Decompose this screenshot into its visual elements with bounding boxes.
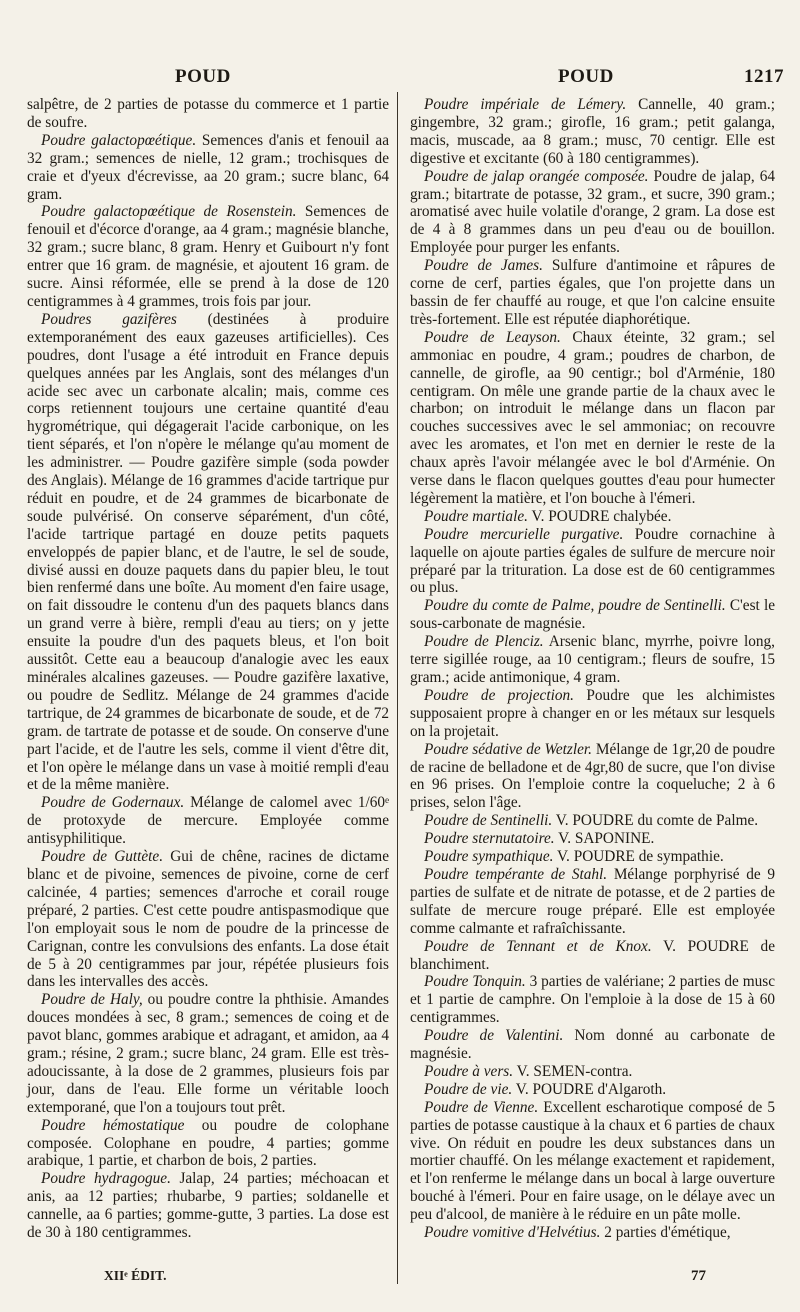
dictionary-entry: [410, 741, 775, 813]
entry-text: C'est le sous-carbonate de magnésie.: [410, 597, 775, 633]
dictionary-entry: [410, 973, 775, 1027]
dictionary-entry: [410, 633, 775, 687]
dictionary-entry: [410, 526, 775, 598]
entry-text: V. POUDRE du comte de Palme.: [552, 812, 759, 830]
entry-text: V. POUDRE de sympathie.: [553, 848, 724, 866]
entry-text: V. POUDRE chalybée.: [527, 507, 672, 525]
entry-text: Semences de fenouil et d'écorce d'orange, aa 4 gram.; magnésie blanche, 32 gram.; sucre blanc, 8 gram. Henry et Guibourt n'y font entrer que 16 gram. de magnésie, et ajoutent 16 gram. de sucre. Ainsi réformée, elle se prend à la dose de 120 centigrammes à 4 grammes, trois fois par jour.: [27, 203, 389, 310]
entry-text: Mélange de 1gr,20 de poudre de racine de belladone et de 4gr,80 de sucre, que l'on divise en 96 prises. On l'emploie contre la coqueluche; 2 à 6 prises, selon l'âge.: [410, 740, 776, 812]
entry-headword: Poudre à vers.: [424, 1062, 514, 1080]
entry-text: Cannelle, 40 gram.; gingembre, 32 gram.; girofle, 16 gram.; petit galanga, macis, muscade, aa 8 gram.; musc, 70 centigr. Elle est digestive et excitante (60 à 180 centigrammes).: [410, 96, 776, 167]
entry-headword: Poudre sédative de Wetzler.: [424, 740, 593, 758]
dictionary-entry: [27, 1170, 389, 1242]
dictionary-entry: [27, 203, 389, 310]
left-column: [27, 96, 389, 1242]
running-head-right: POUD: [558, 66, 614, 87]
running-head-left: POUD: [175, 66, 231, 87]
dictionary-entry: [410, 1224, 775, 1242]
right-column: [410, 96, 775, 1242]
entry-text: Semences d'anis et fenouil aa 32 gram.; semences de nielle, 12 gram.; trochisques de craie et d'yeux d'écrevisse, aa 20 gram.; sucre blanc, 64 gram.: [27, 131, 389, 203]
entry-text: Arsenic blanc, myrrhe, poivre long, terre sigillée rouge, aa 10 centigram.; fleurs de soufre, 15 gram.; acide antimonique, 4 gram.: [410, 633, 775, 686]
dictionary-entry: [410, 812, 775, 830]
dictionary-entry: [410, 848, 775, 866]
entry-headword: Poudre de Tennant et de Knox.: [424, 937, 652, 955]
dictionary-entry: [410, 1099, 775, 1224]
entry-text: V. POUDRE d'Algaroth.: [512, 1080, 667, 1098]
entry-headword: Poudre tempérante de Stahl.: [424, 865, 608, 883]
dictionary-entry: [410, 938, 775, 974]
entry-headword: Poudres gazifères: [41, 310, 177, 328]
entry-text: Poudre cornachine à laquelle on ajoute parties égales de sulfure de mercure noir préparé par la trituration. La dose est de 60 centigrammes ou plus.: [410, 525, 775, 597]
dictionary-entry: [410, 1081, 775, 1099]
entry-headword: Poudre vomitive d'Helvétius.: [424, 1224, 601, 1242]
dictionary-entry: [410, 866, 775, 938]
dictionary-entry: [410, 597, 775, 633]
entry-headword: Poudre impériale de Lémery.: [424, 96, 627, 113]
dictionary-entry: [27, 311, 389, 794]
entry-text: 2 parties d'émétique,: [600, 1224, 731, 1242]
entry-headword: Poudre hydragogue.: [41, 1170, 171, 1188]
entry-text: V. POUDRE de blanchiment.: [410, 937, 775, 973]
entry-text: Chaux éteinte, 32 gram.; sel ammoniac en poudre, 4 gram.; poudres de charbon, de cannelle, de girofle, aa 90 centigr.; bol d'Arménie, 180 centigram. On mêle une grande partie de la chaux avec le charbon; on introduit le mélange dans un flacon par couches successives avec le sel ammoniac; on recouvre avec les aromates, et l'on met en dernier le reste de la chaux après l'avoir mélangée avec le bol d'Arménie. On verse dans le flacon quelques gouttes d'eau pour humecter légèrement la matière, et l'on bouche à l'émeri.: [410, 328, 775, 507]
entry-headword: Poudre mercurielle purgative.: [424, 525, 624, 543]
entry-headword: Poudre de Haly,: [41, 991, 143, 1009]
dictionary-entry: [410, 96, 775, 168]
column-divider: [397, 92, 398, 1284]
entry-text: Jalap, 24 parties; méchoacan et anis, aa 12 parties; rhubarbe, 9 parties; soldanelle et cannelle, aa 6 parties; gomme-gutte, 3 parties. La dose est de 30 à 180 centigrammes.: [27, 1170, 390, 1242]
entry-text: salpêtre, de 2 parties de potasse du commerce et 1 partie de soufre.: [27, 96, 389, 131]
dictionary-entry: [27, 1117, 389, 1171]
page-number: 1217: [744, 66, 784, 87]
entry-headword: Poudre de Sentinelli.: [424, 812, 553, 830]
entry-text: Poudre de jalap, 64 gram.; bitartrate de potasse, 32 gram., et sucre, 390 gram.; aromatisé avec huile volatile d'orange, 2 gram. La dose est de 4 à 8 grammes dans un peu d'eau ou de bouillon. Employée pour purger les enfants.: [410, 167, 775, 257]
signature-mark: 77: [691, 1268, 706, 1284]
dictionary-entry: [410, 687, 775, 741]
entry-headword: Poudre du comte de Palme, poudre de Sentinelli.: [424, 597, 726, 615]
entry-headword: Poudre de Vienne.: [424, 1098, 539, 1116]
entry-text: V. SEMEN-contra.: [513, 1062, 633, 1080]
entry-text: V. SAPONINE.: [554, 830, 655, 848]
entry-headword: Poudre martiale.: [424, 507, 528, 525]
entry-headword: Poudre de Valentini.: [424, 1027, 564, 1045]
dictionary-entry: [27, 848, 389, 991]
entry-text: ou poudre contre la phthisie. Amandes douces mondées à sec, 8 gram.; semences de coing et de pavot blanc, gommes arabique et adragant, et amidon, aa 4 gram.; résine, 2 gram.; sucre blanc, 24 gram. Elle est très-adoucissante, à la dose de 2 grammes, plusieurs fois par jour, dans de l'eau. Elle forme un véritable looch extemporané, que l'on a toujours tout prêt.: [27, 991, 389, 1116]
entry-headword: Poudre de Guttète.: [41, 848, 164, 866]
dictionary-entry: [410, 830, 775, 848]
entry-text: ou poudre de colophane composée. Colophane en poudre, 4 parties; gomme arabique, 1 partie, et charbon de bois, 2 parties.: [27, 1116, 390, 1170]
entry-headword: Poudre de James.: [424, 257, 543, 275]
entry-text: Poudre que les alchimistes supposaient propre à changer en or les métaux sur lesquels on la projetait.: [410, 686, 775, 740]
dictionary-entry: [410, 508, 775, 526]
entry-text: 3 parties de valériane; 2 parties de musc et 1 partie de camphre. On l'emploie à la dose de 15 à 60 centigrammes.: [410, 973, 775, 1027]
dictionary-entry: [27, 132, 389, 204]
entry-headword: Poudre galactopœétique.: [41, 131, 197, 149]
dictionary-entry: [27, 794, 389, 848]
entry-text: Mélange de calomel avec 1/60ᵉ de protoxyde de mercure. Employée comme antisyphilitique.: [27, 794, 389, 848]
entry-headword: Poudre galactopœétique de Rosenstein.: [41, 203, 297, 221]
entry-headword: Poudre de vie.: [424, 1080, 513, 1098]
entry-headword: Poudre sternutatoire.: [424, 830, 555, 848]
entry-headword: Poudre de Leayson.: [424, 328, 561, 346]
entry-headword: Poudre de Plenciz.: [424, 633, 544, 651]
dictionary-entry: [27, 991, 389, 1116]
dictionary-entry: [410, 257, 775, 329]
entry-text: Gui de chêne, racines de dictame blanc et de pivoine, semences de pivoine, corne de cerf calcinée, 4 parties; semences d'arroche et corail rouge préparé, 2 parties. C'est cette poudre antispasmodique que l'on employait sous le nom de poudre de la princesse de Carignan, contre les convulsions des enfants. La dose était de 5 à 20 centigrammes par jour, répétée plusieurs fois dans les intervalles des accès.: [27, 848, 389, 991]
entry-headword: Poudre hémostatique: [41, 1116, 185, 1134]
entry-text: Excellent escharotique composé de 5 parties de potasse caustique à la chaux et 6 parties de chaux vive. On réduit en poudre les deux substances dans un mortier chauffé. On les mélange exactement et rapidement, et l'on renferme le mélange dans un bocal à large ouverture bouché à l'émeri. Pour en faire usage, on le délaye avec un peu d'alcool, de manière à le réduire en un pâte molle.: [410, 1098, 775, 1224]
entry-text: Nom donné au carbonate de magnésie.: [410, 1027, 775, 1063]
dictionary-entry: [410, 1063, 775, 1081]
dictionary-entry: [27, 96, 389, 132]
entry-headword: Poudre Tonquin.: [424, 973, 526, 991]
entry-text: (destinées à produire extemporanément des eaux gazeuses artificielles). Ces poudres, dont l'usage a été introduit en France depuis quelques années par les Anglais, sont des mélanges d'un acide sec avec un carbonate alcalin; mais, comme ces corps retiennent toujours une certaine quantité d'eau hygrométrique, qui dégagerait l'acide carbonique, on les tient séparés, et l'on n'opère le mélange qu'au moment de les administrer. — Poudre gazifère simple (soda powder des Anglais). Mélange de 16 grammes d'acide tartrique pur réduit en poudre, et de 24 grammes de bicarbonate de soude pulvérisé. On conserve séparément, d'un côté, l'acide tartrique partagé en douze petits paquets enveloppés de papier blanc, et de l'autre, le sel de soude, divisé aussi en douze paquets dans du papier bleu, le tout bien renfermé dans une boîte. Au moment d'en faire usage, on fait dissoudre le contenu d'un des paquets blancs dans un grand verre à bière, rempli d'eau au tiers; on y jette ensuite la poudre d'un des paquets bleus, et l'on boit aussitôt. Cette eau a beaucoup d'analogie avec les eaux minérales alcalines gazeuses. — Poudre gazifère laxative, ou poudre de Sedlitz. Mélange de 24 grammes d'acide tartrique, de 24 grammes de bicarbonate de soude, et de 72 gram. de tartrate de potasse et de soude. On conserve d'une part l'acide, et de l'autre les sels, comme il vient d'être dit, et l'on opère le mélange dans un vase à moitié rempli d'eau et de la même manière.: [27, 310, 389, 794]
entry-headword: Poudre sympathique.: [424, 848, 554, 866]
entry-text: Mélange porphyrisé de 9 parties de sulfate et de nitrate de potasse, et de 2 parties de sulfate de mercure rouge préparé. Elle est employée comme calmante et rafraîchissante.: [410, 865, 775, 937]
entry-headword: Poudre de projection.: [424, 686, 574, 704]
dictionary-entry: [410, 329, 775, 508]
dictionary-entry: [410, 1027, 775, 1063]
dictionary-entry: [410, 168, 775, 258]
entry-text: Sulfure d'antimoine et râpures de corne de cerf, parties égales, que l'on projette dans un bassin de fer chauffé au rouge, et que l'on calcine ensuite très-fortement. Elle est réputée diaphorétique.: [410, 257, 775, 328]
edition-footer: XIIᵉ ÉDIT.: [104, 1268, 167, 1283]
entry-headword: Poudre de Godernaux.: [41, 794, 185, 812]
entry-headword: Poudre de jalap orangée composée.: [424, 167, 649, 185]
